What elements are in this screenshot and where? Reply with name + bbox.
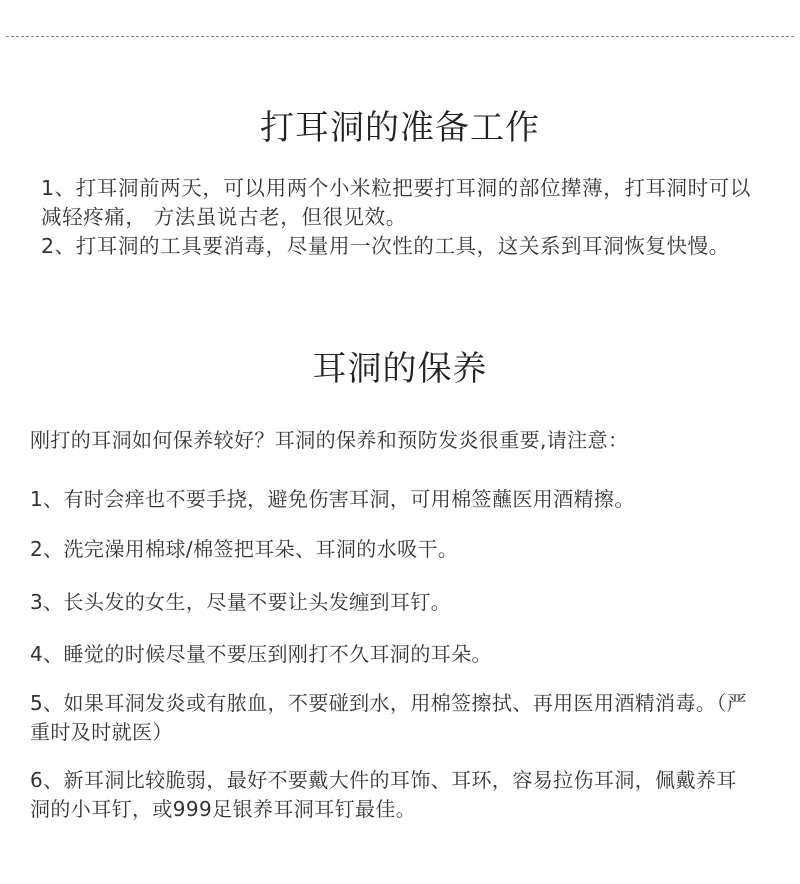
preparation-item: 1、打耳洞前两天，可以用两个小米粒把要打耳洞的部位撵薄，打耳洞时可以减轻疼痛， 方法虽说古老，但很见效。 <box>41 176 751 229</box>
care-item <box>30 535 755 564</box>
care-intro-text: 刚打的耳洞如何保养较好？耳洞的保养和预防发炎很重要,请注意： <box>30 428 629 452</box>
care-item-text: 6、新耳洞比较脆弱，最好不要戴大件的耳饰、耳环，容易拉伤耳洞，佩戴养耳洞的小耳钉，或999足银养耳洞耳钉最佳。 <box>30 768 737 821</box>
care-item-text: 5、如果耳洞发炎或有脓血，不要碰到水，用棉签擦拭、再用医用酒精消毒。（严重时及时就医） <box>30 691 748 744</box>
care-item-text: 4、睡觉的时候尽量不要压到刚打不久耳洞的耳朵。 <box>30 642 492 666</box>
care-item <box>30 689 755 747</box>
care-item-text: 1、有时会痒也不要手挠，避免伤害耳洞，可用棉签蘸医用酒精擦。 <box>30 487 635 511</box>
dashed-divider <box>6 36 794 37</box>
section-title-preparation: 打耳洞的准备工作 <box>260 108 540 148</box>
section-title-care: 耳洞的保养 <box>312 349 488 389</box>
care-item <box>30 485 755 514</box>
care-item-text: 3、长头发的女生，尽量不要让头发缠到耳钉。 <box>30 590 452 614</box>
care-item-text: 2、洗完澡用棉球/棉签把耳朵、耳洞的水吸干。 <box>30 537 459 561</box>
care-item <box>30 766 755 824</box>
care-intro <box>30 426 755 455</box>
care-item <box>30 588 755 617</box>
preparation-item: 2、打耳洞的工具要消毒，尽量用一次性的工具，这关系到耳洞恢复快慢。 <box>41 234 730 258</box>
preparation-list <box>41 174 751 261</box>
care-item <box>30 640 755 669</box>
